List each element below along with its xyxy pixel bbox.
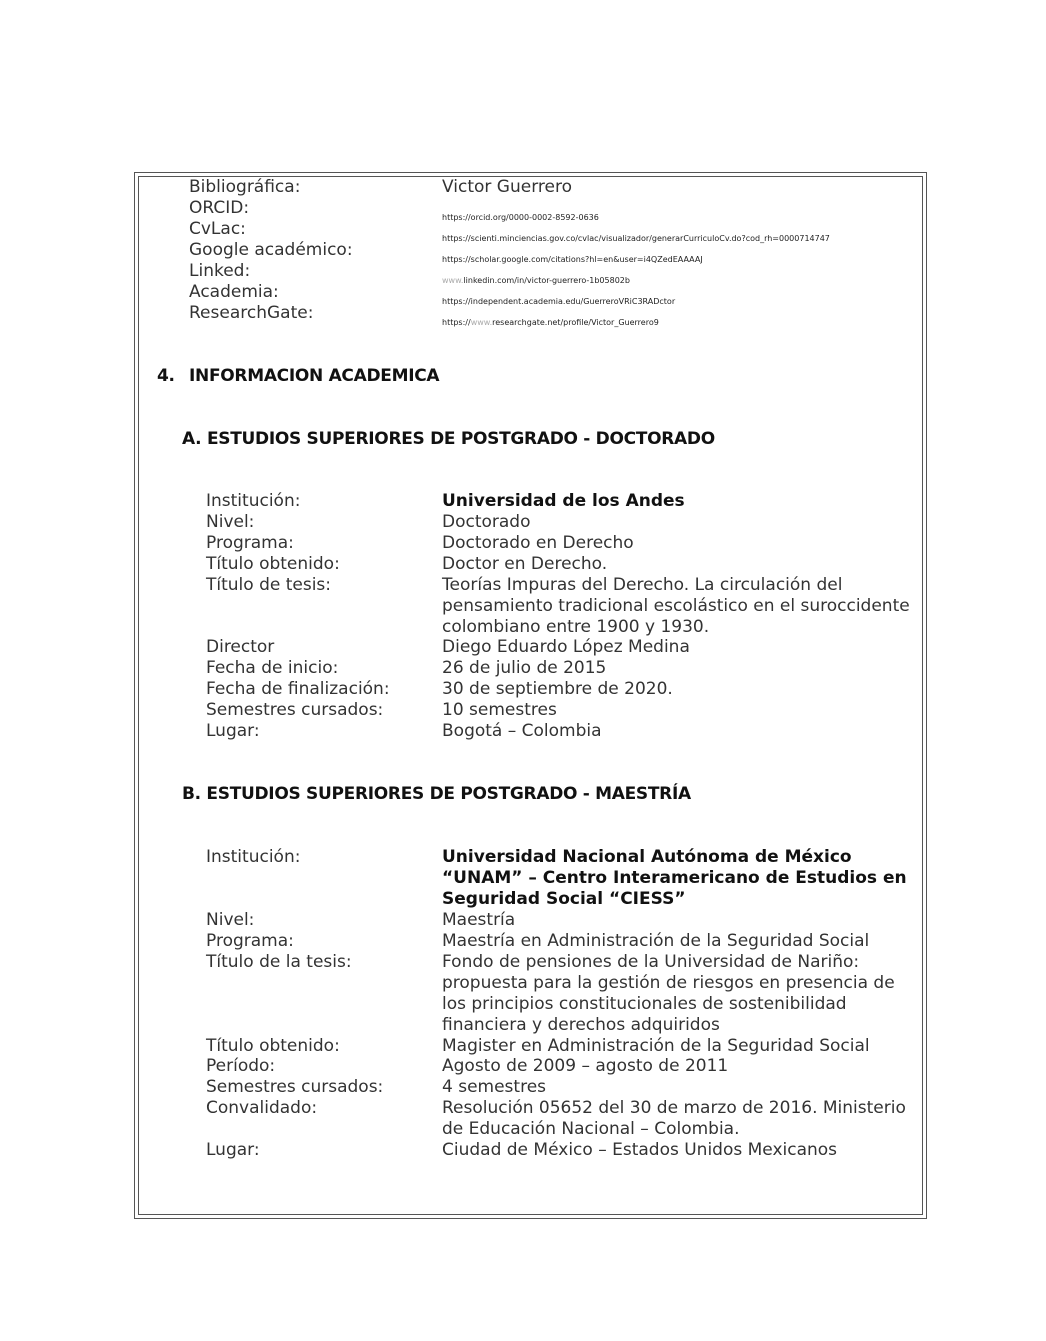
row-label: Programa:	[206, 533, 294, 553]
row-value: Doctor en Derecho.	[442, 554, 608, 574]
row-label: Fecha de inicio:	[206, 658, 339, 678]
link-blur: www.	[470, 318, 493, 327]
row-label: Programa:	[206, 931, 294, 951]
row-label: Semestres cursados:	[206, 1077, 384, 1097]
doctorado-heading: A. ESTUDIOS SUPERIORES DE POSTGRADO - DOCTORADO	[182, 429, 715, 449]
row-label: Nivel:	[206, 512, 255, 532]
link-prefix: www.	[442, 276, 464, 285]
profile-label: Bibliográfica:	[189, 177, 301, 197]
row-label: Título obtenido:	[206, 554, 340, 574]
profile-label: Google académico:	[189, 240, 353, 260]
row-label: Convalidado:	[206, 1098, 318, 1118]
row-value: 26 de julio de 2015	[442, 658, 607, 678]
row-value: Diego Eduardo López Medina	[442, 637, 690, 657]
linkedin-link[interactable]	[442, 270, 630, 291]
profile-label: Linked:	[189, 261, 251, 281]
row-value: Teorías Impuras del Derecho. La circulación del pensamiento tradicional escolástico en el suroccidente colombiano entre 1900 y 1930.	[442, 575, 910, 637]
row-value: Magister en Administración de la Seguridad Social	[442, 1036, 870, 1056]
row-value: Agosto de 2009 – agosto de 2011	[442, 1056, 729, 1076]
link-text: researchgate.net/profile/Victor_Guerrero9	[492, 318, 659, 327]
row-value: Fondo de pensiones de la Universidad de Nariño: propuesta para la gestión de riesgos en presencia de los principios constitucionales de sostenibilidad financiera y derechos adquiridos	[442, 952, 895, 1035]
row-label: Director	[206, 637, 275, 657]
row-label: Lugar:	[206, 1140, 260, 1160]
researchgate-link[interactable]	[442, 312, 659, 333]
row-value: Doctorado en Derecho	[442, 533, 634, 553]
academia-link[interactable]: https://independent.academia.edu/GuerreroVRiC3RADctor	[442, 297, 676, 306]
row-value: Doctorado	[442, 512, 531, 532]
row-value: Resolución 05652 del 30 de marzo de 2016. Ministerio de Educación Nacional – Colombia.	[442, 1098, 906, 1139]
link-text: linkedin.com/in/victor-guerrero-1b05802b	[463, 276, 630, 285]
section-title: INFORMACION ACADEMICA	[189, 366, 440, 386]
row-value: Ciudad de México – Estados Unidos Mexicanos	[442, 1140, 838, 1160]
row-value: Bogotá – Colombia	[442, 721, 602, 741]
profile-label: ResearchGate:	[189, 303, 314, 323]
row-label: Nivel:	[206, 910, 255, 930]
row-value: Universidad Nacional Autónoma de México “UNAM” – Centro Interamericano de Estudios en Seguridad Social “CIESS”	[442, 847, 907, 909]
row-value: Maestría	[442, 910, 516, 930]
row-label: Institución:	[206, 491, 301, 511]
row-value: 30 de septiembre de 2020.	[442, 679, 673, 699]
row-value: 10 semestres	[442, 700, 557, 720]
row-label: Institución:	[206, 847, 301, 867]
row-label: Semestres cursados:	[206, 700, 384, 720]
row-label: Período:	[206, 1056, 276, 1076]
row-value: Universidad de los Andes	[442, 491, 685, 511]
row-value: Maestría en Administración de la Seguridad Social	[442, 931, 870, 951]
row-label: Título de la tesis:	[206, 952, 352, 972]
profile-label: ORCID:	[189, 198, 250, 218]
row-label: Título de tesis:	[206, 575, 332, 595]
link-prefix: https://	[442, 318, 471, 327]
cvlac-link[interactable]: https://scienti.minciencias.gov.co/cvlac/visualizador/generarCurriculoCv.do?cod_rh=0000714747	[442, 234, 830, 243]
maestria-heading: B. ESTUDIOS SUPERIORES DE POSTGRADO - MAESTRÍA	[182, 784, 691, 804]
profile-label: Academia:	[189, 282, 279, 302]
section-number: 4.	[157, 366, 175, 386]
row-label: Fecha de finalización:	[206, 679, 390, 699]
profile-value: Victor Guerrero	[442, 177, 572, 197]
google-scholar-link[interactable]: https://scholar.google.com/citations?hl=en&user=i4QZedEAAAAJ	[442, 255, 703, 264]
row-label: Título obtenido:	[206, 1036, 340, 1056]
row-label: Lugar:	[206, 721, 260, 741]
row-value: 4 semestres	[442, 1077, 547, 1097]
orcid-link[interactable]: https://orcid.org/0000-0002-8592-0636	[442, 213, 599, 222]
profile-label: CvLac:	[189, 219, 246, 239]
